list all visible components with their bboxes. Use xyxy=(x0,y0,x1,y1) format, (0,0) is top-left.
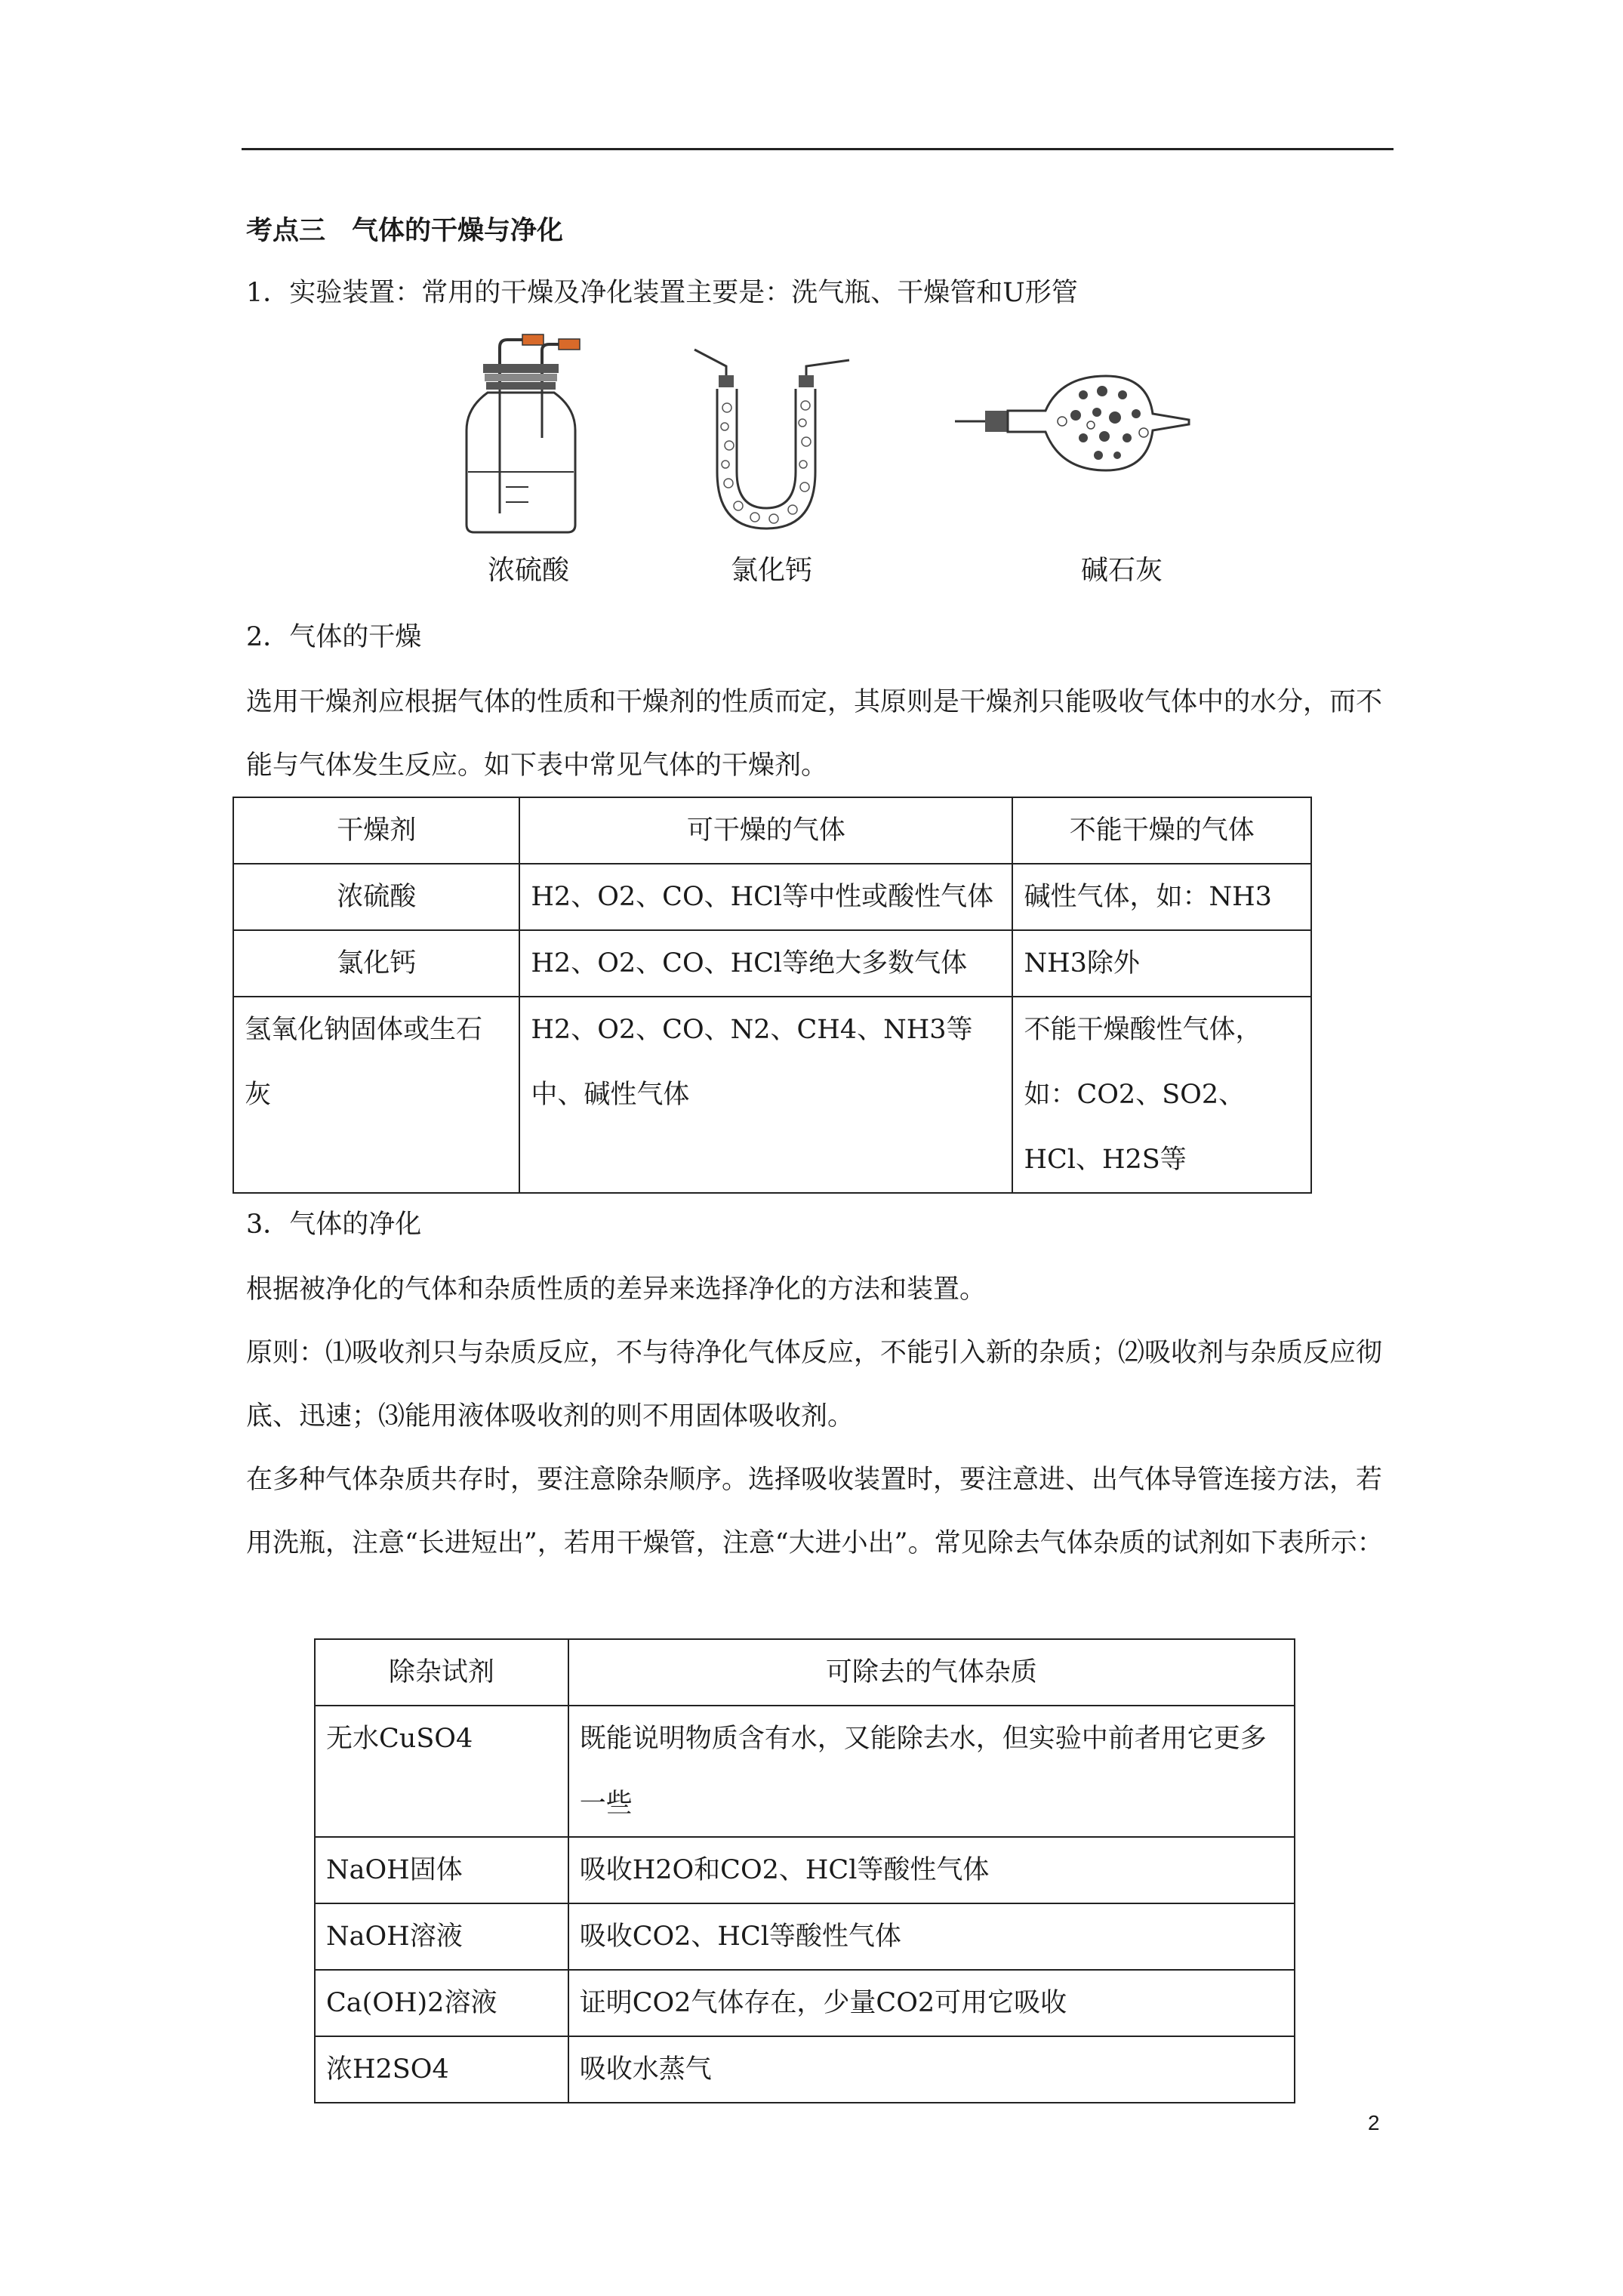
table-cell: 不能干燥酸性气体，如：CO2、SO2、HCl、H2S等 xyxy=(1012,997,1311,1193)
header-cell: 不能干燥的气体 xyxy=(1012,797,1311,864)
purification-table xyxy=(314,1638,1295,2103)
table-cell: 浓H2SO4 xyxy=(315,2036,568,2103)
u-tube-figure xyxy=(679,344,861,540)
table-cell: 吸收CO2、HCl等酸性气体 xyxy=(568,1903,1295,1970)
table-cell: NH3除外 xyxy=(1012,930,1311,997)
table-cell: Ca(OH)2溶液 xyxy=(315,1970,568,2036)
table-row xyxy=(315,1970,1295,2036)
s3-p1: 根据被净化的气体和杂质性质的差异来选择净化的方法和装置。 xyxy=(246,1274,987,1305)
table-header-row xyxy=(233,797,1311,864)
table-row xyxy=(233,864,1311,930)
s3-heading: 3．气体的净化 xyxy=(246,1210,422,1240)
table-cell: H2、O2、CO、HCl等绝大多数气体 xyxy=(519,930,1012,997)
s1-heading: 1．实验装置：常用的干燥及净化装置主要是：洗气瓶、干燥管和U形管 xyxy=(246,278,1078,308)
table-cell: 证明CO2气体存在，少量CO2可用它吸收 xyxy=(568,1970,1295,2036)
header-cell: 可除去的气体杂质 xyxy=(568,1639,1295,1706)
table-cell: H2、O2、CO、HCl等中性或酸性气体 xyxy=(519,864,1012,930)
table-cell: 既能说明物质含有水，又能除去水，但实验中前者用它更多一些 xyxy=(568,1706,1295,1837)
table-cell: 吸收水蒸气 xyxy=(568,2036,1295,2103)
drying-tube-figure xyxy=(955,361,1196,512)
header-rule xyxy=(242,148,1394,150)
figure-label-wash-bottle: 浓硫酸 xyxy=(487,555,569,586)
table-cell: 浓硫酸 xyxy=(233,864,519,930)
header-cell: 干燥剂 xyxy=(233,797,519,864)
table-cell: 氢氧化钠固体或生石灰 xyxy=(233,997,519,1193)
table-row xyxy=(315,1903,1295,1970)
s3-p2: 原则：⑴吸收剂只与杂质反应，不与待净化气体反应，不能引入新的杂质；⑵吸收剂与杂质反应彻底、迅速；⑶能用液体吸收剂的则不用固体吸收剂。 xyxy=(246,1338,1383,1432)
table-cell: NaOH溶液 xyxy=(315,1903,568,1970)
s3-p3: 在多种气体杂质共存时，要注意除杂顺序。选择吸收装置时，要注意进、出气体导管连接方法，若用洗瓶，注意“长进短出”，若用干燥管，注意“大进小出”。常见除去气体杂质的试剂如下表所示： xyxy=(246,1465,1384,1558)
table-cell: 无水CuSO4 xyxy=(315,1706,568,1837)
table-row xyxy=(315,2036,1295,2103)
table-row xyxy=(233,997,1311,1193)
wash-bottle-figure xyxy=(453,332,604,536)
s2-heading: 2．气体的干燥 xyxy=(246,622,422,652)
drying-table xyxy=(233,797,1312,1194)
table-row xyxy=(233,930,1311,997)
figure-label-u-tube: 氯化钙 xyxy=(730,555,812,586)
table-cell: 吸收H2O和CO2、HCl等酸性气体 xyxy=(568,1837,1295,1903)
section-title: 考点三 气体的干燥与净化 xyxy=(246,215,564,246)
s2-text: 选用干燥剂应根据气体的性质和干燥剂的性质而定，其原则是干燥剂只能吸收气体中的水分，而不能与气体发生反应。如下表中常见气体的干燥剂。 xyxy=(246,687,1383,781)
table-cell: 氯化钙 xyxy=(233,930,519,997)
page-number: 2 xyxy=(1368,2111,1380,2134)
header-cell: 除杂试剂 xyxy=(315,1639,568,1706)
table-cell: 碱性气体，如：NH3 xyxy=(1012,864,1311,930)
figure-label-drying-tube: 碱石灰 xyxy=(1080,555,1163,586)
table-row xyxy=(315,1706,1295,1837)
table-row xyxy=(315,1837,1295,1903)
table-cell: H2、O2、CO、N2、CH4、NH3等中、碱性气体 xyxy=(519,997,1012,1193)
table-cell: NaOH固体 xyxy=(315,1837,568,1903)
header-cell: 可干燥的气体 xyxy=(519,797,1012,864)
table-header-row xyxy=(315,1639,1295,1706)
